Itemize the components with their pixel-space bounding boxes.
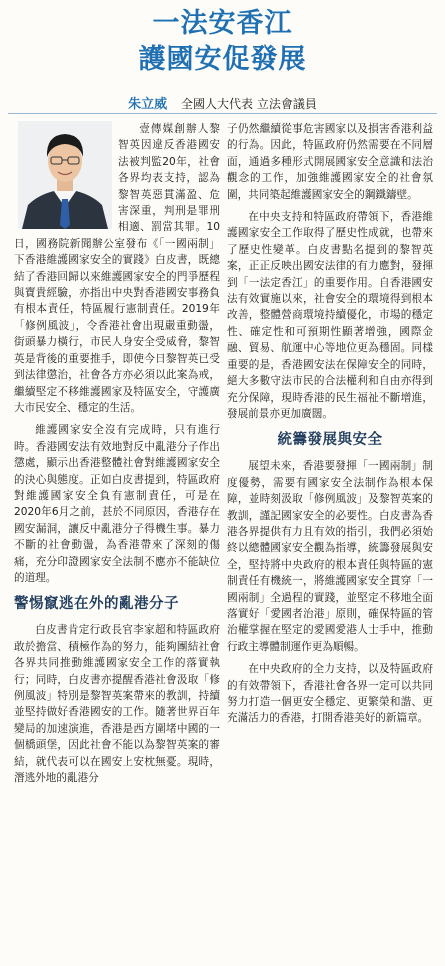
- paragraph: 白皮書肯定行政長官李家超和特區政府敢於擔當、積極作為的努力，能夠團結社會各界共同推動維護國家安全工作的落實執行；同時，白皮書亦提醒香港社會汲取「修例風波」特別是黎智英案帶來的教訓，持續並堅持做好香港國安的工作。隨著世界百年變局的加速演進，香港是西方圍堵中國的一個橋頭堡，因此社會不能以為黎智英案的審結，就代表可以在國安上安枕無憂。現時，潛逃外地的亂港分: [14, 624, 220, 785]
- headline-line-1: 一法安香江: [152, 8, 293, 39]
- author-title: 全國人大代表 立法會議員: [181, 97, 317, 111]
- paragraph: 在中央政府的全力支持，以及特區政府的有效帶領下，香港社會各界一定可以共同努力打造一個更安全穩定、更繁榮和諧、更充滿活力的香港，打開香港美好的新篇章。: [227, 663, 433, 725]
- subheading-left: 警惕竄逃在外的亂港分子: [14, 595, 179, 613]
- paragraph: 展望未來，香港要發揮「一國兩制」制度優勢，需要有國家安全法制作為根本保障，並時刻汲取「修例風波」及黎智英案的教訓，謹記國家安全的必要性。白皮書為香港各界提供有力且有效的指引，我們必須始終以總體國家安全觀為指導，統籌發展與安全，堅持將中央政府的根本責任與特區的憲制責任有機統一，將維護國家安全貫穿「一國兩制」全過程的實踐，並堅定不移地全面落實好「愛國者治港」原則，確保特區的管治權掌握在堅定的愛國愛港人士手中，推動行政主導體制運作更為順暢。: [227, 460, 433, 653]
- author-name: 朱立威: [128, 97, 168, 112]
- paragraph: 子仍然繼續從事危害國家以及損害香港利益的行為。因此，特區政府仍然需要在不同層面，通過多種形式開展國家安全意識和法治觀念的工作，加強維護國家安全的社會氛圍，共同築起維護國家安全的鋼鐵鑄壁。: [227, 123, 433, 201]
- paragraph: 壹傳媒創辦人黎智英因違反香港國安法被判監20年，社會各界均表支持，認為黎智英惡貫滿盈、危害深重，判刑是罪刑相適、罰當其罪。10日，國務院新聞辦公室發布《「一國兩制」下香港維護國家安全的實踐》白皮書，既總結了香港回歸以來維護國家安全的門爭歷程與寶貴經驗，亦指出中央對香港國安事務負有根本責任，特區履行憲制責任。2019年「修例風波」，令香港社會出現嚴重動盪，街頭暴力橫行，市民人身安全受威脅，黎智英是背後的重要推手，即使今日黎智英已受到法律懲治，社會各方亦必須以此案為戒，繼續堅定不移維護國家及特區安全，守護廣大市民安全、穩定的生活。: [14, 123, 220, 414]
- byline: [0, 93, 445, 112]
- headline-line-2: 護國安促發展: [138, 44, 307, 75]
- paragraph: 在中央支持和特區政府帶領下，香港維護國家安全工作取得了歷史性成就，也帶來了歷史性變革。白皮書點名提到的黎智英案，正正反映出國安法律的有力應對，發揮到「一法定香江」的重要作用。自香港國安法有效實施以來，社會安全的環境得到根本改善，整體營商環境持續優化，市場的穩定性、確定性和可預期性顯著增強，國際金融、貿易、航運中心等地位更為穩固。同樣重要的是，香港國安法在保障安全的同時，絕大多數守法市民的合法權利和自由亦得到充分保障，現時香港的民生福祉不斷增進，發展前景亦更加廣闊。: [227, 211, 433, 420]
- paragraph: 維護國家安全沒有完成時，只有進行時。香港國安法有效地對反中亂港分子作出懲處，顯示出香港整體社會對維護國家安全的決心與態度。正如白皮書提到，特區政府對維護國家安全負有憲制責任，可是在2020年6月之前，甚於不同原因，香港存在國安漏洞，讓反中亂港分子得機生事。暴力不斷的社會動盪，為香港帶來了深刻的傷痛，充分印證國家安全法制不應亦不能缺位的道理。: [14, 424, 220, 584]
- article-column-right: [227, 121, 433, 733]
- subheading-right: 統籌發展與安全: [277, 431, 383, 449]
- header-divider: [8, 113, 437, 114]
- article-column-left: [14, 121, 220, 792]
